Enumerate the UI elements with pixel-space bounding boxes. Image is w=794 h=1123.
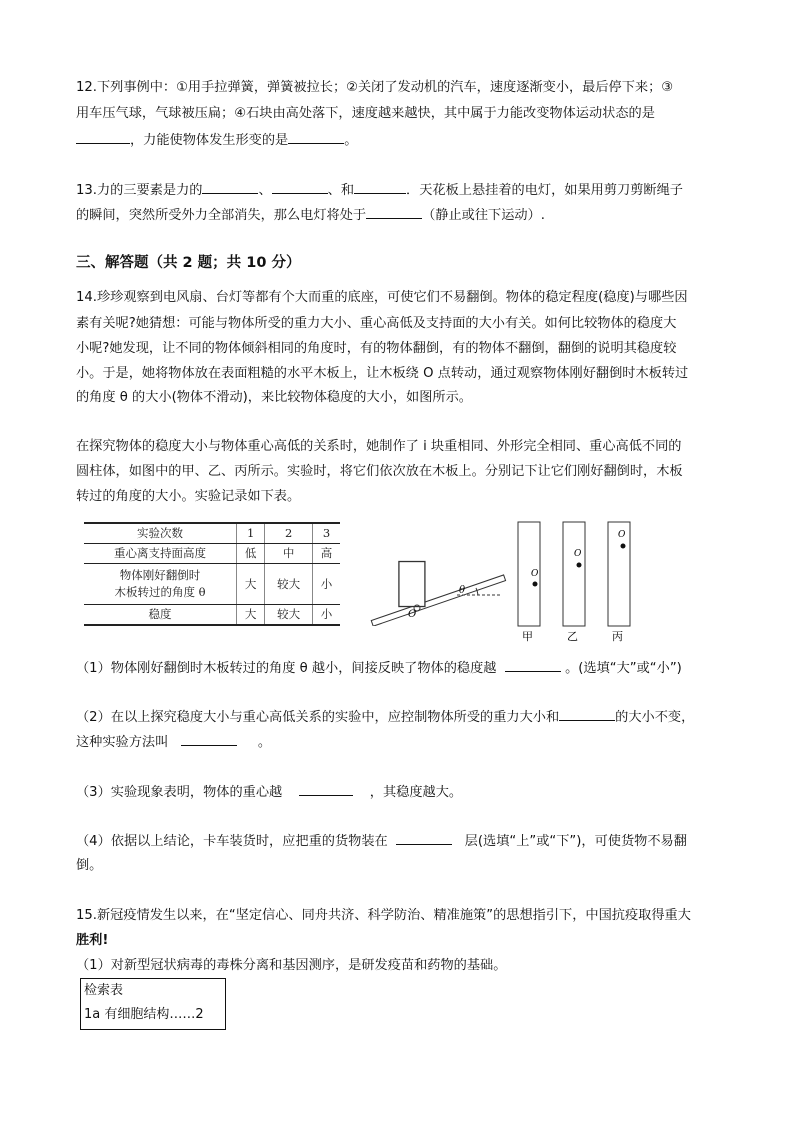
- gravity-point: [533, 582, 538, 587]
- answer-blank[interactable]: [366, 203, 422, 219]
- answer-blank[interactable]: [559, 705, 615, 721]
- q14-line: 转过的角度的大小。实验记录如下表。: [76, 489, 301, 504]
- table-cell: 3: [313, 523, 340, 544]
- q14-text: （1）物体刚好翻倒时木板转过的角度 θ 越小，间接反映了物体的稳度越: [76, 661, 497, 676]
- answer-blank[interactable]: [299, 780, 353, 796]
- column-label: 乙: [567, 630, 578, 642]
- point-label: O: [618, 530, 626, 540]
- q14-sub-3: [76, 780, 726, 804]
- q15-line-1: 15.新冠疫情发生以来，在“坚定信心、同舟共济、科学防治、精准施策”的思想指引下，中国抗疫取得重大: [76, 908, 691, 923]
- q13-text: 、: [258, 183, 272, 198]
- q13-text: 13.力的三要素是力的: [76, 183, 203, 198]
- q12-text: ，力能使物体发生形变的是: [130, 133, 289, 148]
- q13-line-1: [76, 178, 726, 202]
- index-table: [80, 978, 226, 1030]
- table-cell: 大: [237, 564, 265, 605]
- experiment-table: [84, 522, 340, 626]
- q14-text: 。: [257, 735, 272, 750]
- q14-sub-2: [76, 705, 726, 729]
- q14-sub-1: [76, 656, 736, 680]
- point-label: O: [574, 549, 582, 559]
- table-cell: 重心离支持面高度: [84, 544, 237, 564]
- q13-text: 的瞬间，突然所受外力全部消失，那么电灯将处于: [76, 208, 367, 223]
- q14-sub-2-cont: [76, 730, 726, 754]
- gravity-point: [577, 563, 582, 568]
- q14-line: 的角度 θ 的大小(物体不滑动)，来比较物体稳度的大小，如图所示。: [76, 390, 472, 405]
- center-of-gravity-figure: [512, 516, 642, 642]
- q14-text: （2）在以上探究稳度大小与重心高低关系的实验中，应控制物体所受的重力大小和: [76, 710, 560, 725]
- q12-text: 。: [344, 133, 358, 148]
- q13-text: （静止或往下运动）.: [422, 208, 546, 223]
- q14-line: 14.珍珍观察到电风扇、台灯等都有个大而重的底座，可使它们不易翻倒。物体的稳定程度(稳度)与哪些因: [76, 290, 688, 305]
- table-cell: 低: [237, 544, 265, 564]
- q14-text: 的大小不变，: [615, 710, 695, 725]
- table-row: [84, 605, 340, 626]
- table-cell: 较大: [265, 564, 313, 605]
- table-row: [84, 544, 340, 564]
- column-label: 丙: [612, 630, 623, 642]
- table-cell: 稳度: [84, 605, 237, 626]
- table-cell: 物体刚好翻倒时 木板转过的角度 θ: [84, 564, 237, 605]
- index-title: 检索表: [84, 983, 124, 998]
- point-label: O: [531, 569, 539, 579]
- q14-text: 。(选填“大”或“小”): [565, 661, 682, 676]
- answer-blank[interactable]: [202, 178, 258, 194]
- index-row: 1a 有细胞结构……2: [84, 1007, 204, 1022]
- table-cell: 小: [313, 564, 340, 605]
- q14-line: 小呢?她发现，让不同的物体倾斜相同的角度时，有的物体翻倒，有的物体不翻倒，翻倒的说明其稳度较: [76, 341, 677, 356]
- q12-line-2: 用车压气球，气球被压扁；④石块由高处落下，速度越来越快，其中属于力能改变物体运动状态的是: [76, 106, 655, 121]
- table-cell: 中: [265, 544, 313, 564]
- table-cell: 小: [313, 605, 340, 626]
- answer-blank[interactable]: [76, 128, 130, 144]
- q14-text: 层(选填“上”或“下”)，可使货物不易翻: [464, 834, 687, 849]
- table-cell: 实验次数: [84, 523, 237, 544]
- answer-blank[interactable]: [181, 730, 237, 746]
- q14-sub-4: [76, 829, 726, 853]
- table-row: [84, 523, 340, 544]
- column-yi: [563, 522, 585, 626]
- q13-line-2: [76, 203, 726, 227]
- section-heading: 三、解答题（共 2 题；共 10 分）: [76, 255, 301, 271]
- q14-text: （3）实验现象表明，物体的重心越: [76, 785, 283, 800]
- tilted-board: [362, 531, 506, 626]
- answer-blank[interactable]: [396, 829, 452, 845]
- q13-text: ．天花板上悬挂着的电灯，如果用剪刀剪断绳子: [406, 183, 683, 198]
- table-cell: 大: [237, 605, 265, 626]
- answer-blank[interactable]: [288, 128, 344, 144]
- answer-blank[interactable]: [505, 656, 561, 672]
- q15-line-2: 胜利!: [76, 933, 109, 948]
- table-cell: 高: [313, 544, 340, 564]
- q13-text: 、和: [327, 183, 355, 198]
- q12-line-1: 12.下列事例中：①用手拉弹簧，弹簧被拉长；②关闭了发动机的汽车，速度逐渐变小，最后停下来；③: [76, 80, 674, 95]
- table-cell: 较大: [265, 605, 313, 626]
- answer-blank[interactable]: [354, 178, 406, 194]
- q12-line-3: [76, 128, 726, 152]
- q14-line: 在探究物体的稳度大小与物体重心高低的关系时，她制作了 i 块重相同、外形完全相同、重心高低不同的: [76, 439, 682, 454]
- pivot-label: O: [408, 609, 417, 620]
- cylinder: [399, 562, 425, 607]
- column-label: 甲: [522, 630, 533, 642]
- answer-blank[interactable]: [272, 178, 328, 194]
- gravity-point: [621, 544, 626, 549]
- q14-text: ，其稳度越大。: [369, 785, 463, 800]
- table-row: [84, 564, 340, 605]
- q14-text: （4）依据以上结论，卡车装货时，应把重的货物装在: [76, 834, 388, 849]
- q15-sub-1: （1）对新型冠状病毒的毒株分离和基因测序，是研发疫苗和药物的基础。: [76, 958, 507, 973]
- q14-line: 素有关呢?她猜想：可能与物体所受的重力大小、重心高低及支持面的大小有关。如何比较物体的稳度大: [76, 316, 677, 331]
- table-cell: 1: [237, 523, 265, 544]
- q14-text: 这种实验方法叫: [76, 735, 169, 750]
- q14-line: 圆柱体，如图中的甲、乙、丙所示。实验时，将它们依次放在木板上。分别记下让它们刚好翻倒时，木板: [76, 464, 683, 479]
- table-cell: 2: [265, 523, 313, 544]
- board: [371, 575, 505, 626]
- tilted-board-figure: [362, 516, 512, 626]
- angle-label: θ: [459, 585, 466, 596]
- q14-sub-4-cont: 倒。: [76, 858, 103, 873]
- q14-line: 小。于是，她将物体放在表面粗糙的水平木板上，让木板绕 O 点转动，通过观察物体刚好翻倒时木板转过: [76, 366, 689, 381]
